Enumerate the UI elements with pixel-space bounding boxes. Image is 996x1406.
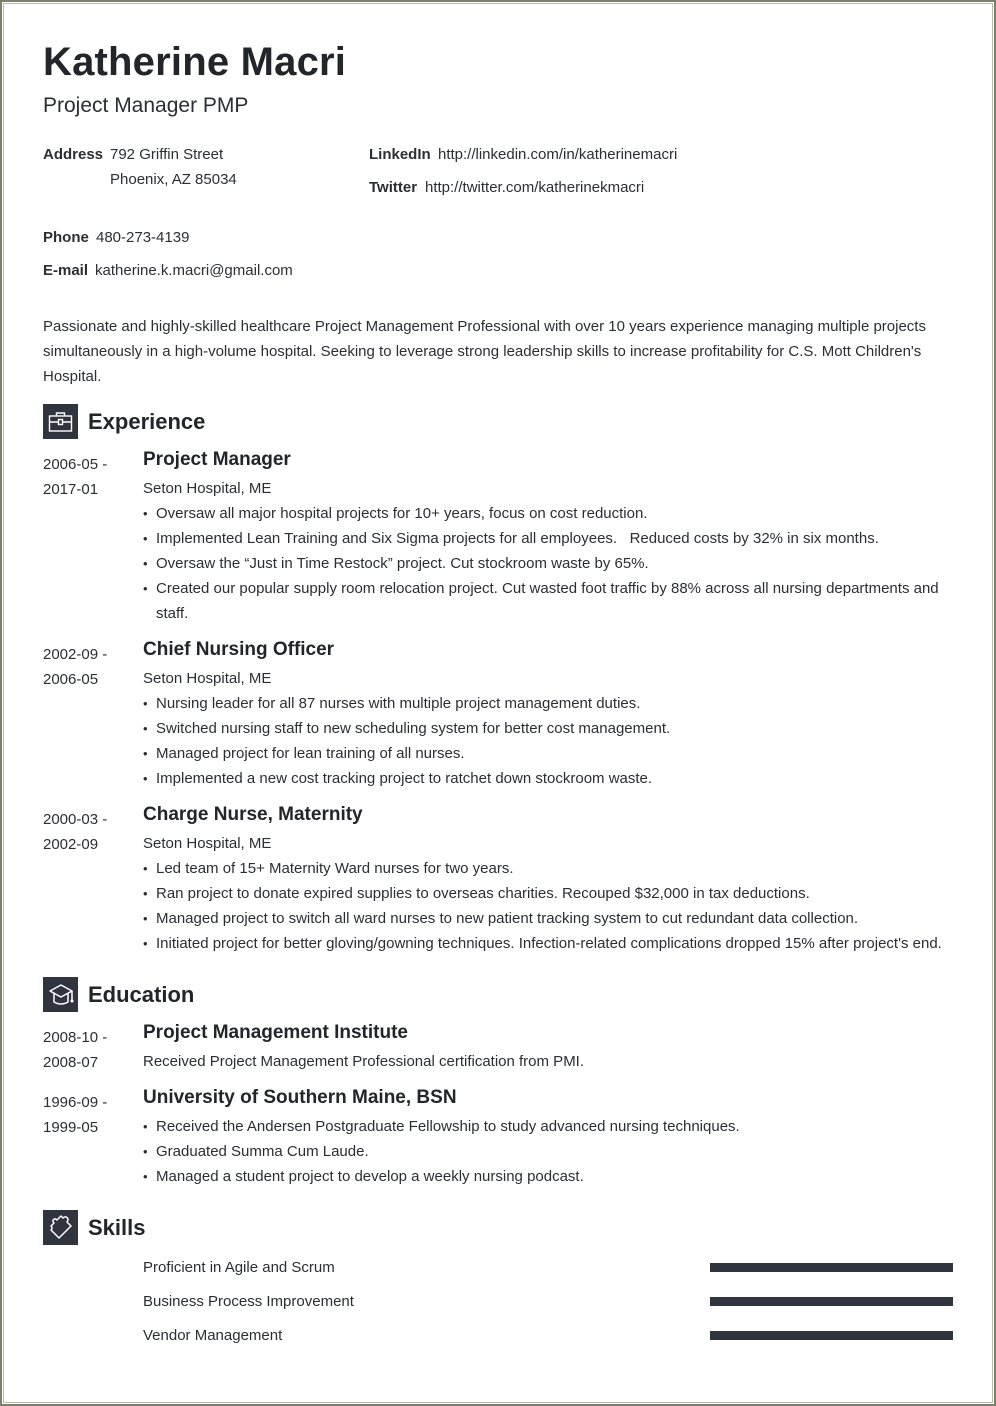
institution: University of Southern Maine, BSN — [143, 1087, 457, 1108]
skill-level-bar — [710, 1297, 953, 1306]
achievement-item: • Created our popular supply room relocation project. Cut wasted foot traffic by 88% across all nursing departments and staff. — [143, 576, 943, 626]
achievement-item: • Oversaw the “Just in Time Restock” project. Cut stockroom waste by 65%. — [143, 551, 943, 576]
education-description: Received Project Management Professional certification from PMI. — [143, 1053, 585, 1070]
date-start: 2006-05 - — [43, 456, 108, 473]
address-line1: 792 Griffin Street — [110, 146, 224, 163]
employer: Seton Hospital, ME — [143, 670, 272, 687]
date-start: 2008-10 - — [43, 1029, 108, 1046]
achievement-item: • Nursing leader for all 87 nurses with multiple project management duties. — [143, 691, 943, 716]
email-label: E-mail — [43, 262, 89, 279]
phone-label: Phone — [43, 229, 89, 246]
skill-row — [143, 1255, 953, 1280]
graduation-cap-icon — [43, 977, 78, 1012]
date-end: 2017-01 — [43, 481, 99, 498]
job-title: Charge Nurse, Maternity — [143, 804, 363, 825]
email-link[interactable]: katherine.k.macri@gmail.com — [95, 262, 293, 279]
date-end: 1999-05 — [43, 1119, 99, 1136]
entry-dates — [43, 642, 133, 692]
twitter-label: Twitter — [369, 179, 418, 196]
achievement-item: • Led team of 15+ Maternity Ward nurses for two years. — [143, 856, 955, 881]
skills-heading: Skills — [88, 1214, 146, 1240]
skills-section-header — [43, 1210, 145, 1245]
achievement-item: • Initiated project for better gloving/gowning techniques. Infection-related complications dropped 15% after project's end. — [143, 931, 955, 956]
achievement-item: • Graduated Summa Cum Laude. — [143, 1139, 943, 1164]
address-line2: Phoenix, AZ 85034 — [110, 171, 237, 188]
achievement-item: • Managed a student project to develop a weekly nursing podcast. — [143, 1164, 943, 1189]
achievement-item: • Oversaw all major hospital projects for 10+ years, focus on cost reduction. — [143, 501, 943, 526]
institution: Project Management Institute — [143, 1022, 408, 1043]
twitter-link[interactable]: http://twitter.com/katherinekmacri — [425, 179, 645, 196]
entry-dates — [43, 1025, 133, 1075]
achievement-list — [143, 501, 943, 626]
education-section-header — [43, 977, 194, 1012]
achievement-item: • Managed project to switch all ward nurses to new patient tracking system to cut redundant data collection. — [143, 906, 955, 931]
skill-row — [143, 1323, 953, 1348]
linkedin-label: LinkedIn — [369, 146, 431, 163]
entry-body — [143, 1087, 943, 1189]
entry-dates — [43, 452, 133, 502]
date-start: 2002-09 - — [43, 646, 108, 663]
address-label: Address — [43, 146, 104, 163]
achievement-list — [143, 691, 943, 791]
skill-name: Business Process Improvement — [143, 1293, 354, 1310]
experience-section-header — [43, 404, 205, 439]
linkedin-link[interactable]: http://linkedin.com/in/katherinemacri — [438, 146, 678, 163]
achievement-item: • Switched nursing staff to new scheduling system for better cost management. — [143, 716, 943, 741]
achievement-item: • Managed project for lean training of all nurses. — [143, 741, 943, 766]
skill-level-bar — [710, 1331, 953, 1340]
job-title: Project Manager — [143, 449, 291, 470]
date-end: 2002-09 — [43, 836, 99, 853]
education-achievement-list — [143, 1114, 943, 1189]
achievement-item: • Implemented Lean Training and Six Sigma projects for all employees. Reduced costs by 32% in six months. — [143, 526, 943, 551]
employer: Seton Hospital, ME — [143, 835, 272, 852]
achievement-item: • Received the Andersen Postgraduate Fellowship to study advanced nursing techniques. — [143, 1114, 943, 1139]
employer: Seton Hospital, ME — [143, 480, 272, 497]
phone-value: 480-273-4139 — [96, 229, 190, 246]
date-start: 2000-03 - — [43, 811, 108, 828]
entry-dates — [43, 1090, 133, 1140]
entry-body — [143, 804, 955, 956]
experience-heading: Experience — [88, 408, 206, 434]
summary-text: Passionate and highly-skilled healthcare Project Management Professional with over 10 years experience managing multiple projects simultaneously in a high-volume hospital. Seeking to leverage strong leadership skills to increase profitability for C.S. Mott Children's Hospital. — [43, 318, 926, 385]
date-end: 2008-07 — [43, 1054, 99, 1071]
job-title: Chief Nursing Officer — [143, 639, 335, 660]
date-start: 1996-09 - — [43, 1094, 108, 1111]
candidate-title: Project Manager PMP — [43, 94, 249, 117]
achievement-item: • Ran project to donate expired supplies to overseas charities. Recouped $32,000 in tax deductions. — [143, 881, 955, 906]
education-heading: Education — [88, 981, 195, 1007]
skill-row — [143, 1289, 953, 1314]
briefcase-icon — [43, 404, 78, 439]
candidate-name: Katherine Macri — [43, 40, 347, 84]
puzzle-piece-icon — [43, 1210, 78, 1245]
achievement-item: • Implemented a new cost tracking project to ratchet down stockroom waste. — [143, 766, 943, 791]
skill-name: Vendor Management — [143, 1327, 283, 1344]
skill-name: Proficient in Agile and Scrum — [143, 1259, 335, 1276]
achievement-list — [143, 856, 955, 956]
entry-body — [143, 449, 943, 626]
date-end: 2006-05 — [43, 671, 99, 688]
entry-body — [143, 639, 943, 791]
entry-dates — [43, 807, 133, 857]
entry-body — [143, 1022, 943, 1074]
skill-level-bar — [710, 1263, 953, 1272]
